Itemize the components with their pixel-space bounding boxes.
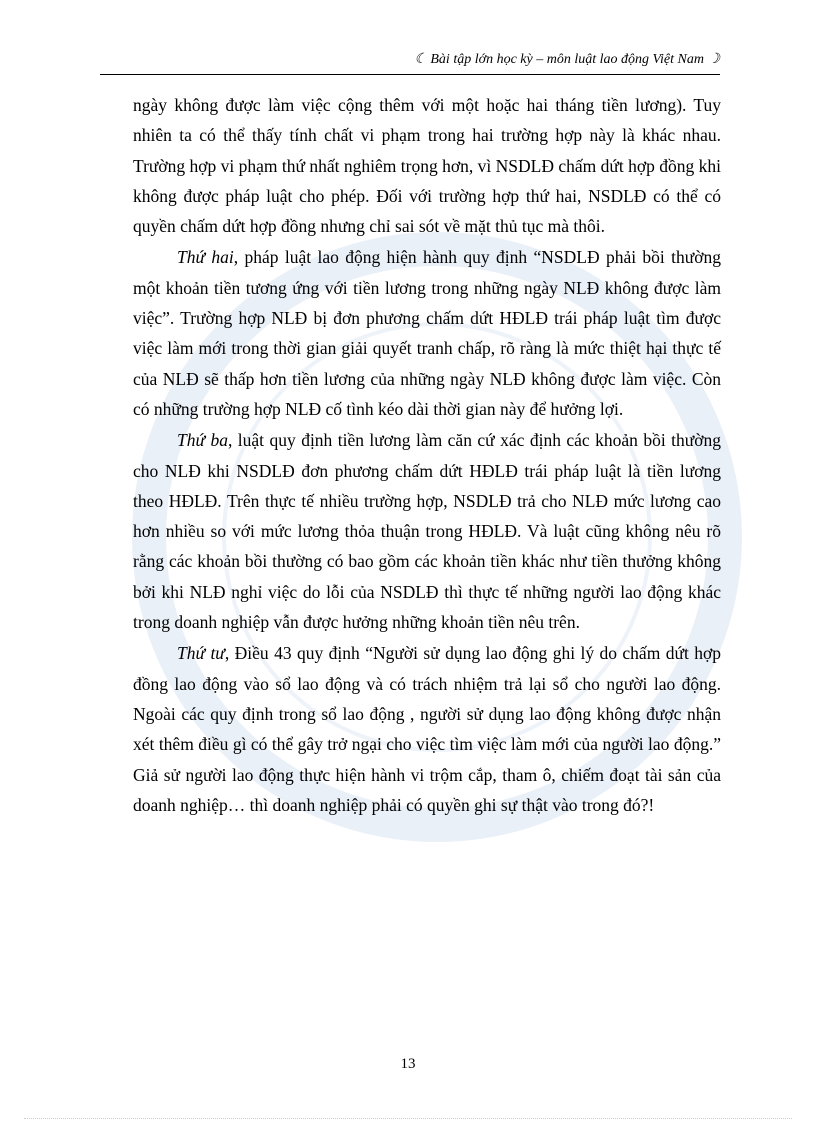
paragraph-4-text: , Điều 43 quy định “Người sử dụng lao động ghi lý do chấm dứt hợp đồng lao động vào sổ lao động và có trách nhiệm trả lại sổ cho người lao động. Ngoài các quy định trong sổ lao động , người sử dụng lao động không được nhận xét thêm điều gì có thể gây trở ngại cho việc tìm việc làm mới của người lao động.” Giả sử người lao động thực hiện hành vi trộm cắp, tham ô, chiếm đoạt tài sản của doanh nghiệp… thì doanh nghiệp phải có quyền ghi sự thật vào trong đó?! <box>133 643 721 815</box>
paragraph-1-text: ngày không được làm việc cộng thêm với một hoặc hai tháng tiền lương). Tuy nhiên ta có thể thấy tính chất vi phạm trong hai trường hợp này là khác nhau. Trường hợp vi phạm thứ nhất nghiêm trọng hơn, vì NSDLĐ chấm dứt hợp đồng khi không được pháp luật cho phép. Đối với trường hợp thứ hai, NSDLĐ có thể có quyền chấm dứt hợp đồng nhưng chỉ sai sót về mặt thủ tục mà thôi. <box>133 95 721 237</box>
paragraph-3-text: , luật quy định tiền lương làm căn cứ xác định các khoản bồi thường cho NLĐ khi NSDLĐ đơn phương chấm dứt HĐLĐ trái pháp luật là tiền lương theo HĐLĐ. Trên thực tế nhiều trường hợp, NSDLĐ trả cho NLĐ mức lương cao hơn nhiều so với mức lương thỏa thuận trong HĐLĐ. Và luật cũng không nêu rõ rằng các khoản bồi thường có bao gồm các khoản tiền khác như tiền thưởng không bởi khi NLĐ nghỉ việc do lỗi của NSDLĐ thì thực tế những người lao động khác trong doanh nghiệp vẫn được hưởng những khoản tiền nêu trên. <box>133 430 722 633</box>
paragraph-4 <box>133 638 721 820</box>
paragraph-2 <box>133 242 721 424</box>
document-body <box>133 90 721 821</box>
page-header <box>100 44 720 75</box>
paragraph-2-lead: Thứ hai <box>177 247 234 268</box>
paragraph-3-lead: Thứ ba <box>177 430 228 451</box>
paragraph-3 <box>133 425 721 637</box>
page-number: 13 <box>400 1056 416 1072</box>
paragraph-2-text: , pháp luật lao động hiện hành quy định “NSDLĐ phải bồi thường một khoản tiền tương ứng với tiền lương trong những ngày NLĐ không được làm việc”. Trường hợp NLĐ bị đơn phương chấm dứt HĐLĐ trái pháp luật tìm được việc làm mới trong thời gian giải quyết tranh chấp, rõ ràng là mức thiệt hại thực tế của NLĐ sẽ thấp hơn tiền lương của những ngày NLĐ không được làm việc. Còn có những trường hợp NLĐ cố tình kéo dài thời gian này để hưởng lợi. <box>133 247 722 419</box>
paragraph-1 <box>133 90 721 241</box>
page-bottom-edge <box>24 1118 792 1119</box>
header-title: ☾ Bài tập lớn học kỳ – môn luật lao động Việt Nam ☽ <box>414 52 720 67</box>
paragraph-4-lead: Thứ tư <box>177 643 225 664</box>
